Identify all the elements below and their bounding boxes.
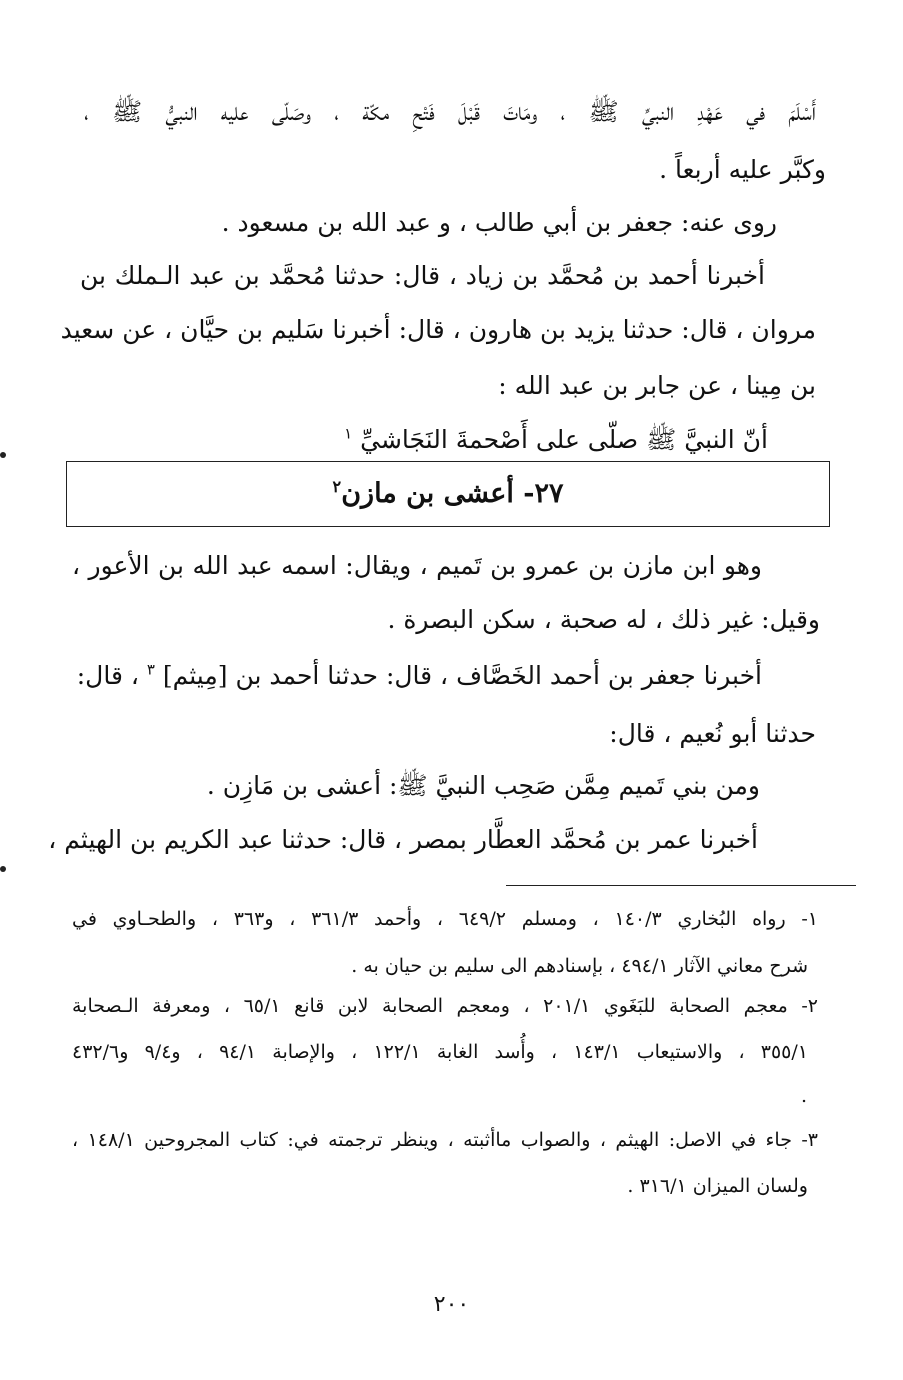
section-line-text: أخبرنا جعفر بن أحمد الخَصَّاف ، قال: حدثنا أحمد بن [مِيثم] [162,661,762,690]
body-line [344,420,768,460]
section-line: وقيل: غير ذلك ، له صحبة ، سكن البصرة . [387,605,820,634]
scan-speck [0,866,6,872]
section-line [72,656,762,696]
section-heading-title: ٢٧- أعشى بن مازن [341,478,564,509]
footnote-divider [506,885,856,886]
body-line: روى عنه: جعفر بن أبي طالب ، و عبد الله بن مسعود . [221,208,777,237]
footnote-line: ولسان الميزان ٣١٦/١ . [627,1175,808,1197]
footnote-line: شرح معاني الآثار ٤٩٤/١ ، بإسنادهم الى سليم بن حيان به . [351,955,808,977]
footnote-line: . [800,1085,807,1107]
section-line: حدثنا أبو نُعيم ، قال: [609,719,816,748]
footnote-marker: ٣ [146,660,155,679]
page-number: ٢٠٠ [433,1292,470,1317]
footnote-line: ٣٥٥/١ ، والاستيعاب ١٤٣/١ ، وأُسد الغابة ١٢٢/١ ، والإصابة ٩٤/١ ، و٩/٤ و٤٣٢/٦ [72,1041,808,1063]
body-line: أَسْلَمَ في عَهْدِ النبيِّ ﷺ ، ومَاتَ قَبْلَ فَتْحِ مكّة ، وصَلّى عليه النبيُّ ﷺ ، [84,97,816,126]
footnote-line: ٣- جاء في الاصل: الهيثم ، والصواب ماأثبته ، وينظر ترجمته في: كتاب المجروحين ١٤٨/١ ، [72,1129,819,1151]
section-line: أخبرنا عمر بن مُحمَّد العطَّار بمصر ، قال: حدثنا عبد الكريم بن الهيثم ، [48,825,758,854]
body-line: وكبَّر عليه أربعاً . [659,155,826,184]
section-line-tail: ، قال: [76,661,139,690]
section-line: ومن بني تَميم مِمَّن صَحِب النبيَّ ﷺ: أعشى بن مَازِن . [206,771,760,800]
section-heading-box [66,461,830,527]
footnote-line: ٢- معجم الصحابة للبَغَوي ٢٠١/١ ، ومعجم الصحابة لابن قانع ٦٥/١ ، ومعرفة الـصحابة [72,995,818,1017]
body-line-text: أنّ النبيَّ ﷺ صلّى على أَصْحمةَ النَجَاشيِّ [360,425,768,454]
body-line: أخبرنا أحمد بن مُحمَّد بن زياد ، قال: حدثنا مُحمَّد بن عبد الـملك بن [80,261,765,290]
scan-speck [0,452,6,458]
body-line: مروان ، قال: حدثنا يزيد بن هارون ، قال: أخبرنا سَليم بن حيَّان ، عن سعيد [60,315,816,344]
body-line: بن مِينا ، عن جابر بن عبد الله : [498,371,816,400]
section-heading [67,474,829,514]
footnote-marker: ٢ [332,477,342,496]
footnote-marker: ١ [344,424,353,443]
section-line: وهو ابن مازن بن عمرو بن تَميم ، ويقال: اسمه عبد الله بن الأعور ، [72,551,762,580]
footnote-line: ١- رواه البُخاري ١٤٠/٣ ، ومسلم ٦٤٩/٢ ، وأحمد ٣٦١/٣ ، و٣٦٣ ، والطحـاوي في [72,908,818,930]
